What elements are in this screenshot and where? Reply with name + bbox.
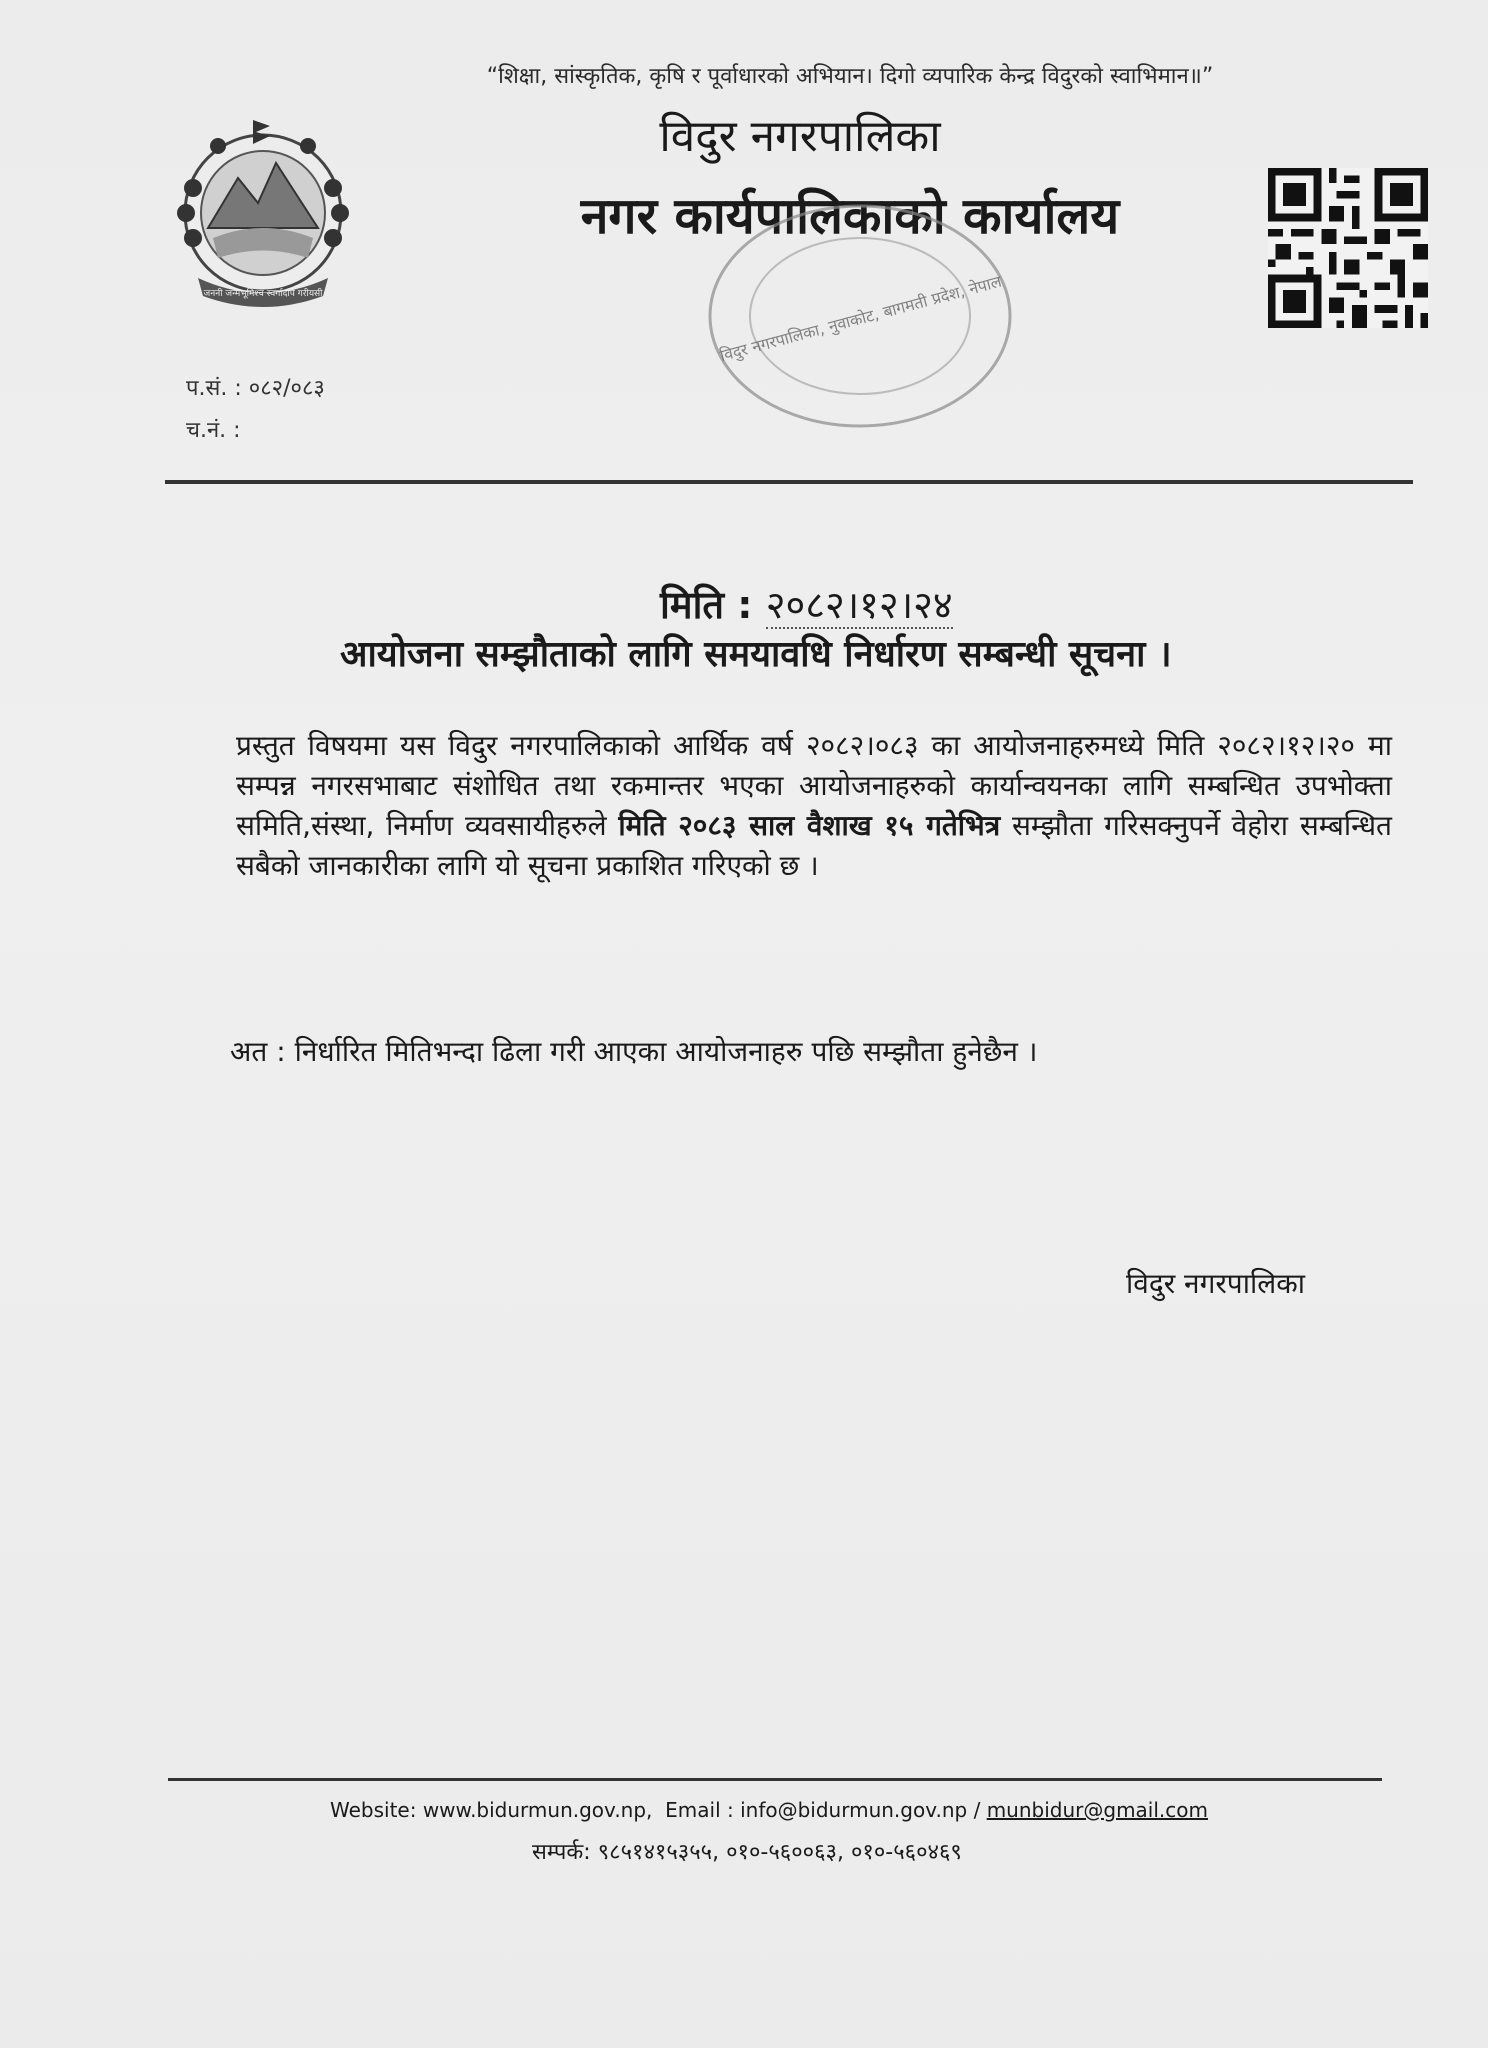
signatory: विदुर नगरपालिका: [1126, 1267, 1305, 1300]
alt-email-link[interactable]: munbidur@gmail.com: [986, 1798, 1208, 1822]
footer-contact-web: Website: www.bidurmun.gov.np, Email : info@bidurmun.gov.np / munbidur@gmail.com: [330, 1798, 1208, 1822]
municipality-name: विदुर नगरपालिका: [659, 111, 941, 162]
notice-body: प्रस्तुत विषयमा यस विदुर नगरपालिकाको आर्थिक वर्ष २०८२।०८३ का आयोजनाहरुमध्ये मिति २०८२।१२।२० मा सम्पन्न नगरसभाबाट संशोधित तथा रकमान्तर भएका आयोजनाहरुको कार्यान्वयनका लागि सम्बन्धित उपभोक्ता समिति,संस्था, निर्माण व्यवसायीहरुले मिति २०८३ साल वैशाख १५ गतेभित्र सम्झौता गरिसक्नुपर्ने वेहोरा सम्बन्धित सबैको जानकारीका लागि यो सूचना प्रकाशित गरिएको छ ।: [236, 729, 1393, 882]
reference-number: प.सं. : ०८२/०८३: [186, 376, 325, 401]
notice-warning: अत : निर्धारित मितिभन्दा ढिला गरी आएका आयोजनाहरु पछि सम्झौता हुनेछैन ।: [230, 1035, 1038, 1068]
svg-text:जननी जन्मभूमिश्च स्वर्गादपि गर: जननी जन्मभूमिश्च स्वर्गादपि गरीयसी: [203, 289, 323, 299]
office-seal-stamp: [700, 196, 1020, 436]
dispatch-number: च.नं. :: [186, 418, 241, 443]
nepal-emblem-icon: [158, 118, 368, 318]
footer-phone: सम्पर्क: ९८५१४१५३५५, ०१०-५६००६३, ०१०-५६०४६९: [532, 1840, 962, 1865]
svg-text:विदुर नगरपालिका, नुवाकोट, बागम: विदुर नगरपालिका, नुवाकोट, बागमती प्रदेश, नेपाल: [717, 271, 1004, 366]
footer-divider: [168, 1778, 1382, 1781]
email-link[interactable]: info@bidurmun.gov.np /: [740, 1798, 981, 1822]
qr-code-icon: [1268, 168, 1428, 328]
deadline-text: मिति २०८३ साल वैशाख १५ गतेभित्र: [618, 809, 1001, 842]
motto-text: “शिक्षा, सांस्कृतिक, कृषि र पूर्वाधारको अभियान। दिगो व्यपारिक केन्द्र विदुरको स्वाभिमान॥”: [486, 64, 1214, 89]
header-divider: [165, 480, 1413, 484]
website-link[interactable]: www.bidurmun.gov.np,: [422, 1798, 653, 1822]
office-name: नगर कार्यपालिकाको कार्यालय: [580, 187, 1120, 245]
notice-subject: आयोजना सम्झौताको लागि समयावधि निर्धारण सम्बन्धी सूचना ।: [340, 634, 1172, 675]
notice-date: मिति : २०८२।१२।२४: [660, 583, 953, 627]
